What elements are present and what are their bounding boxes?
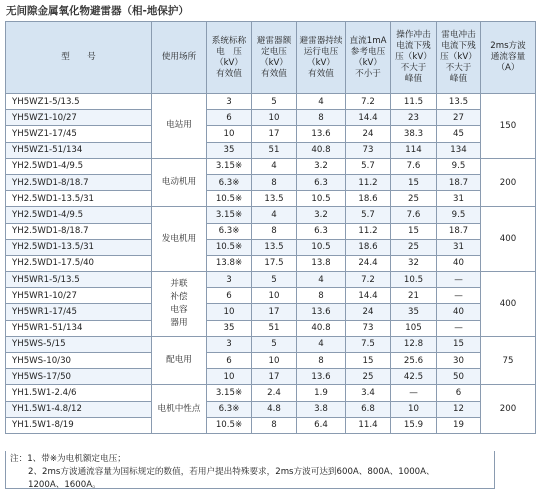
capacity-cell: 400 [481, 207, 536, 272]
model-cell: YH5WZ1-17/45 [6, 126, 152, 142]
model-cell: YH1.5W1-8/19 [6, 417, 152, 433]
value-cell: 10 [207, 304, 252, 320]
model-cell: YH5WS-5/15 [6, 336, 152, 352]
table-row [6, 320, 536, 336]
value-cell: 10.5 [297, 191, 346, 207]
page-title: 无间隙金属氧化物避雷器（相-地保护） [6, 5, 189, 17]
value-cell: 114 [391, 142, 437, 158]
value-cell: 38.3 [391, 126, 437, 142]
value-cell: 5.7 [346, 207, 391, 223]
value-cell: 25.6 [391, 353, 437, 369]
value-cell: 5 [252, 94, 297, 110]
value-cell: 10 [207, 126, 252, 142]
table-row [6, 304, 536, 320]
header-row [6, 22, 536, 94]
table-row [6, 417, 536, 433]
value-cell: 32 [391, 255, 437, 271]
value-cell: 9.5 [437, 158, 481, 174]
value-cell: 13.5 [252, 239, 297, 255]
value-cell: 3.15※ [207, 385, 252, 401]
value-cell: 27 [437, 110, 481, 126]
value-cell: 6 [207, 110, 252, 126]
value-cell: 10.5 [391, 272, 437, 288]
model-cell: YH5WZ1-5/13.5 [6, 94, 152, 110]
usage-cell [152, 385, 207, 434]
value-cell: 10 [252, 110, 297, 126]
value-cell: 35 [207, 320, 252, 336]
value-cell: 7.6 [391, 207, 437, 223]
value-cell: 14.4 [346, 110, 391, 126]
table-row [6, 385, 536, 401]
value-cell: 24.4 [346, 255, 391, 271]
value-cell: 23 [391, 110, 437, 126]
value-cell: 3 [207, 94, 252, 110]
value-cell: 15 [437, 336, 481, 352]
value-cell: 4.8 [252, 401, 297, 417]
value-cell: 6.8 [346, 401, 391, 417]
header-reference-voltage: 直流1mA 参考电压 （kV） 不小于 [346, 22, 391, 94]
value-cell: 14.4 [346, 288, 391, 304]
model-cell: YH1.5W1-4.8/12 [6, 401, 152, 417]
value-cell: 10.5 [297, 239, 346, 255]
table-row [6, 110, 536, 126]
model-cell: YH5WR1-51/134 [6, 320, 152, 336]
model-cell: YH2.5WD1-8/18.7 [6, 174, 152, 190]
value-cell: 45 [437, 126, 481, 142]
value-cell: 30 [437, 353, 481, 369]
note-2-cont: 1200A、1600A。 [28, 480, 101, 490]
usage-label: 配电用 [166, 355, 192, 366]
value-cell: 31 [437, 239, 481, 255]
value-cell: 42.5 [391, 369, 437, 385]
value-cell: 5 [252, 336, 297, 352]
value-cell: 10 [207, 369, 252, 385]
table-row [6, 255, 536, 271]
usage-cell [152, 94, 207, 159]
value-cell: 17 [252, 304, 297, 320]
value-cell: 3.2 [297, 158, 346, 174]
value-cell: 25 [391, 191, 437, 207]
table-row [6, 191, 536, 207]
capacity-cell: 75 [481, 336, 536, 385]
value-cell: 35 [391, 304, 437, 320]
value-cell: 3.4 [346, 385, 391, 401]
value-cell: 13.6 [297, 304, 346, 320]
value-cell: 4 [297, 272, 346, 288]
value-cell: 15 [391, 174, 437, 190]
usage-cell [152, 207, 207, 272]
value-cell: 3.2 [297, 207, 346, 223]
usage-cell [152, 336, 207, 385]
value-cell: 18.6 [346, 239, 391, 255]
value-cell: 13.5 [252, 191, 297, 207]
value-cell: 8 [252, 223, 297, 239]
table-row [6, 401, 536, 417]
value-cell: 40.8 [297, 142, 346, 158]
value-cell: 17.5 [252, 255, 297, 271]
table-row [6, 369, 536, 385]
model-cell: YH2.5WD1-8/18.7 [6, 223, 152, 239]
value-cell: 3.8 [297, 401, 346, 417]
value-cell: 73 [346, 142, 391, 158]
value-cell: 24 [346, 304, 391, 320]
table-row [6, 174, 536, 190]
model-cell: YH5WR1-10/27 [6, 288, 152, 304]
value-cell: 18.7 [437, 174, 481, 190]
table-row [6, 239, 536, 255]
value-cell: 4 [252, 158, 297, 174]
usage-label: 电机中性点 [157, 403, 201, 414]
value-cell: — [437, 288, 481, 304]
value-cell: 2.4 [252, 385, 297, 401]
value-cell: 6 [207, 288, 252, 304]
model-cell: YH1.5W1-2.4/6 [6, 385, 152, 401]
value-cell: 73 [346, 320, 391, 336]
capacity-cell: 400 [481, 272, 536, 337]
value-cell: 7.5 [346, 336, 391, 352]
header-switching-residual: 操作冲击 电流下残 压（kV） 不大于 峰值 [391, 22, 437, 94]
value-cell: 10 [252, 353, 297, 369]
header-model: 型 号 [6, 22, 152, 94]
usage-label: 器用 [170, 317, 188, 328]
usage-label: 并联 [170, 278, 188, 289]
value-cell: 17 [252, 369, 297, 385]
value-cell: 3 [207, 336, 252, 352]
value-cell: 15.9 [391, 417, 437, 433]
value-cell: 10.5※ [207, 239, 252, 255]
value-cell: 12 [437, 401, 481, 417]
value-cell: 19 [437, 417, 481, 433]
header-nominal-voltage: 系统标称 电 压 （kV） 有效值 [207, 22, 252, 94]
value-cell: 25 [346, 369, 391, 385]
value-cell: 5 [252, 272, 297, 288]
value-cell: 3.15※ [207, 158, 252, 174]
value-cell: — [391, 385, 437, 401]
value-cell: 6.3※ [207, 223, 252, 239]
table-row [6, 272, 536, 288]
table-row [6, 223, 536, 239]
value-cell: 105 [391, 320, 437, 336]
value-cell: 31 [437, 191, 481, 207]
header-2ms-capacity: 2ms方波 通流容量 （A） [481, 22, 536, 94]
value-cell: 13.6 [297, 369, 346, 385]
model-cell: YH5WR1-17/45 [6, 304, 152, 320]
value-cell: 13.5 [437, 94, 481, 110]
table-row [6, 288, 536, 304]
header-continuous-voltage: 避雷器持续 运行电压 （kV） 有效值 [297, 22, 346, 94]
value-cell: 7.6 [391, 158, 437, 174]
value-cell: — [437, 272, 481, 288]
capacity-cell: 200 [481, 385, 536, 434]
usage-label: 电站用 [166, 120, 192, 131]
model-cell: YH2.5WD1-17.5/40 [6, 255, 152, 271]
value-cell: 8 [252, 174, 297, 190]
model-cell: YH5WR1-5/13.5 [6, 272, 152, 288]
capacity-cell: 200 [481, 158, 536, 207]
value-cell: 12.8 [391, 336, 437, 352]
table-body [6, 94, 536, 434]
value-cell: 8 [297, 353, 346, 369]
note-1: 注：1、带※为电机额定电压； [10, 454, 126, 464]
value-cell: 17 [252, 126, 297, 142]
model-cell: YH2.5WD1-13.5/31 [6, 191, 152, 207]
value-cell: 25 [391, 239, 437, 255]
value-cell: 18.6 [346, 191, 391, 207]
model-cell: YH5WZ1-10/27 [6, 110, 152, 126]
value-cell: 6.4 [297, 417, 346, 433]
table-row [6, 126, 536, 142]
value-cell: 5.7 [346, 158, 391, 174]
value-cell: 13.8 [297, 255, 346, 271]
value-cell: 3 [207, 272, 252, 288]
value-cell: 51 [252, 320, 297, 336]
value-cell: 134 [437, 142, 481, 158]
value-cell: 13.8※ [207, 255, 252, 271]
value-cell: 21 [391, 288, 437, 304]
value-cell: — [437, 320, 481, 336]
value-cell: 6.3 [297, 174, 346, 190]
model-cell: YH5WZ1-51/134 [6, 142, 152, 158]
table-row [6, 142, 536, 158]
value-cell: 24 [346, 126, 391, 142]
capacity-cell: 150 [481, 94, 536, 159]
value-cell: 6.3 [297, 223, 346, 239]
value-cell: 40 [437, 255, 481, 271]
table-row [6, 207, 536, 223]
notes [5, 451, 495, 489]
usage-cell [152, 272, 207, 337]
table-row [6, 94, 536, 110]
value-cell: 11.2 [346, 223, 391, 239]
value-cell: 11.2 [346, 174, 391, 190]
value-cell: 10.5※ [207, 191, 252, 207]
value-cell: 15 [346, 353, 391, 369]
table-row [6, 353, 536, 369]
table-row [6, 158, 536, 174]
model-cell: YH5WS-10/30 [6, 353, 152, 369]
value-cell: 10.5※ [207, 417, 252, 433]
value-cell: 51 [252, 142, 297, 158]
usage-label: 补偿 [170, 291, 188, 302]
value-cell: 40 [437, 304, 481, 320]
value-cell: 8 [297, 288, 346, 304]
value-cell: 13.6 [297, 126, 346, 142]
value-cell: 8 [252, 417, 297, 433]
value-cell: 18.7 [437, 223, 481, 239]
header-rated-voltage: 避雷器额 定电压 （kV） 有效值 [252, 22, 297, 94]
value-cell: 8 [297, 110, 346, 126]
value-cell: 6 [437, 385, 481, 401]
model-cell: YH2.5WD1-13.5/31 [6, 239, 152, 255]
value-cell: 9.5 [437, 207, 481, 223]
usage-label: 电容 [170, 304, 188, 315]
value-cell: 6.3※ [207, 174, 252, 190]
value-cell: 3.15※ [207, 207, 252, 223]
value-cell: 35 [207, 142, 252, 158]
usage-cell [152, 158, 207, 207]
value-cell: 6.3※ [207, 401, 252, 417]
model-cell: YH2.5WD1-4/9.5 [6, 207, 152, 223]
model-cell: YH5WS-17/50 [6, 369, 152, 385]
value-cell: 40.8 [297, 320, 346, 336]
value-cell: 4 [297, 94, 346, 110]
table-row [6, 336, 536, 352]
value-cell: 11.5 [391, 94, 437, 110]
value-cell: 7.2 [346, 272, 391, 288]
model-cell: YH2.5WD1-4/9.5 [6, 158, 152, 174]
value-cell: 10 [252, 288, 297, 304]
value-cell: 7.2 [346, 94, 391, 110]
usage-label: 电动机用 [161, 177, 197, 188]
arrester-spec-table [5, 21, 526, 434]
header-usage: 使用场所 [152, 22, 207, 94]
note-2: 2、2ms方波通流容量为国标规定的数值，若用户提出特殊要求，2ms方波可达到600A、800A、1000A、 [28, 467, 435, 477]
value-cell: 4 [297, 336, 346, 352]
header-lightning-residual: 雷电冲击 电流下残 压（kV） 不大于 峰值 [437, 22, 481, 94]
usage-label: 发电机用 [161, 233, 197, 244]
value-cell: 10 [391, 401, 437, 417]
value-cell: 11.4 [346, 417, 391, 433]
value-cell: 1.9 [297, 385, 346, 401]
value-cell: 50 [437, 369, 481, 385]
value-cell: 15 [391, 223, 437, 239]
value-cell: 4 [252, 207, 297, 223]
value-cell: 6 [207, 353, 252, 369]
